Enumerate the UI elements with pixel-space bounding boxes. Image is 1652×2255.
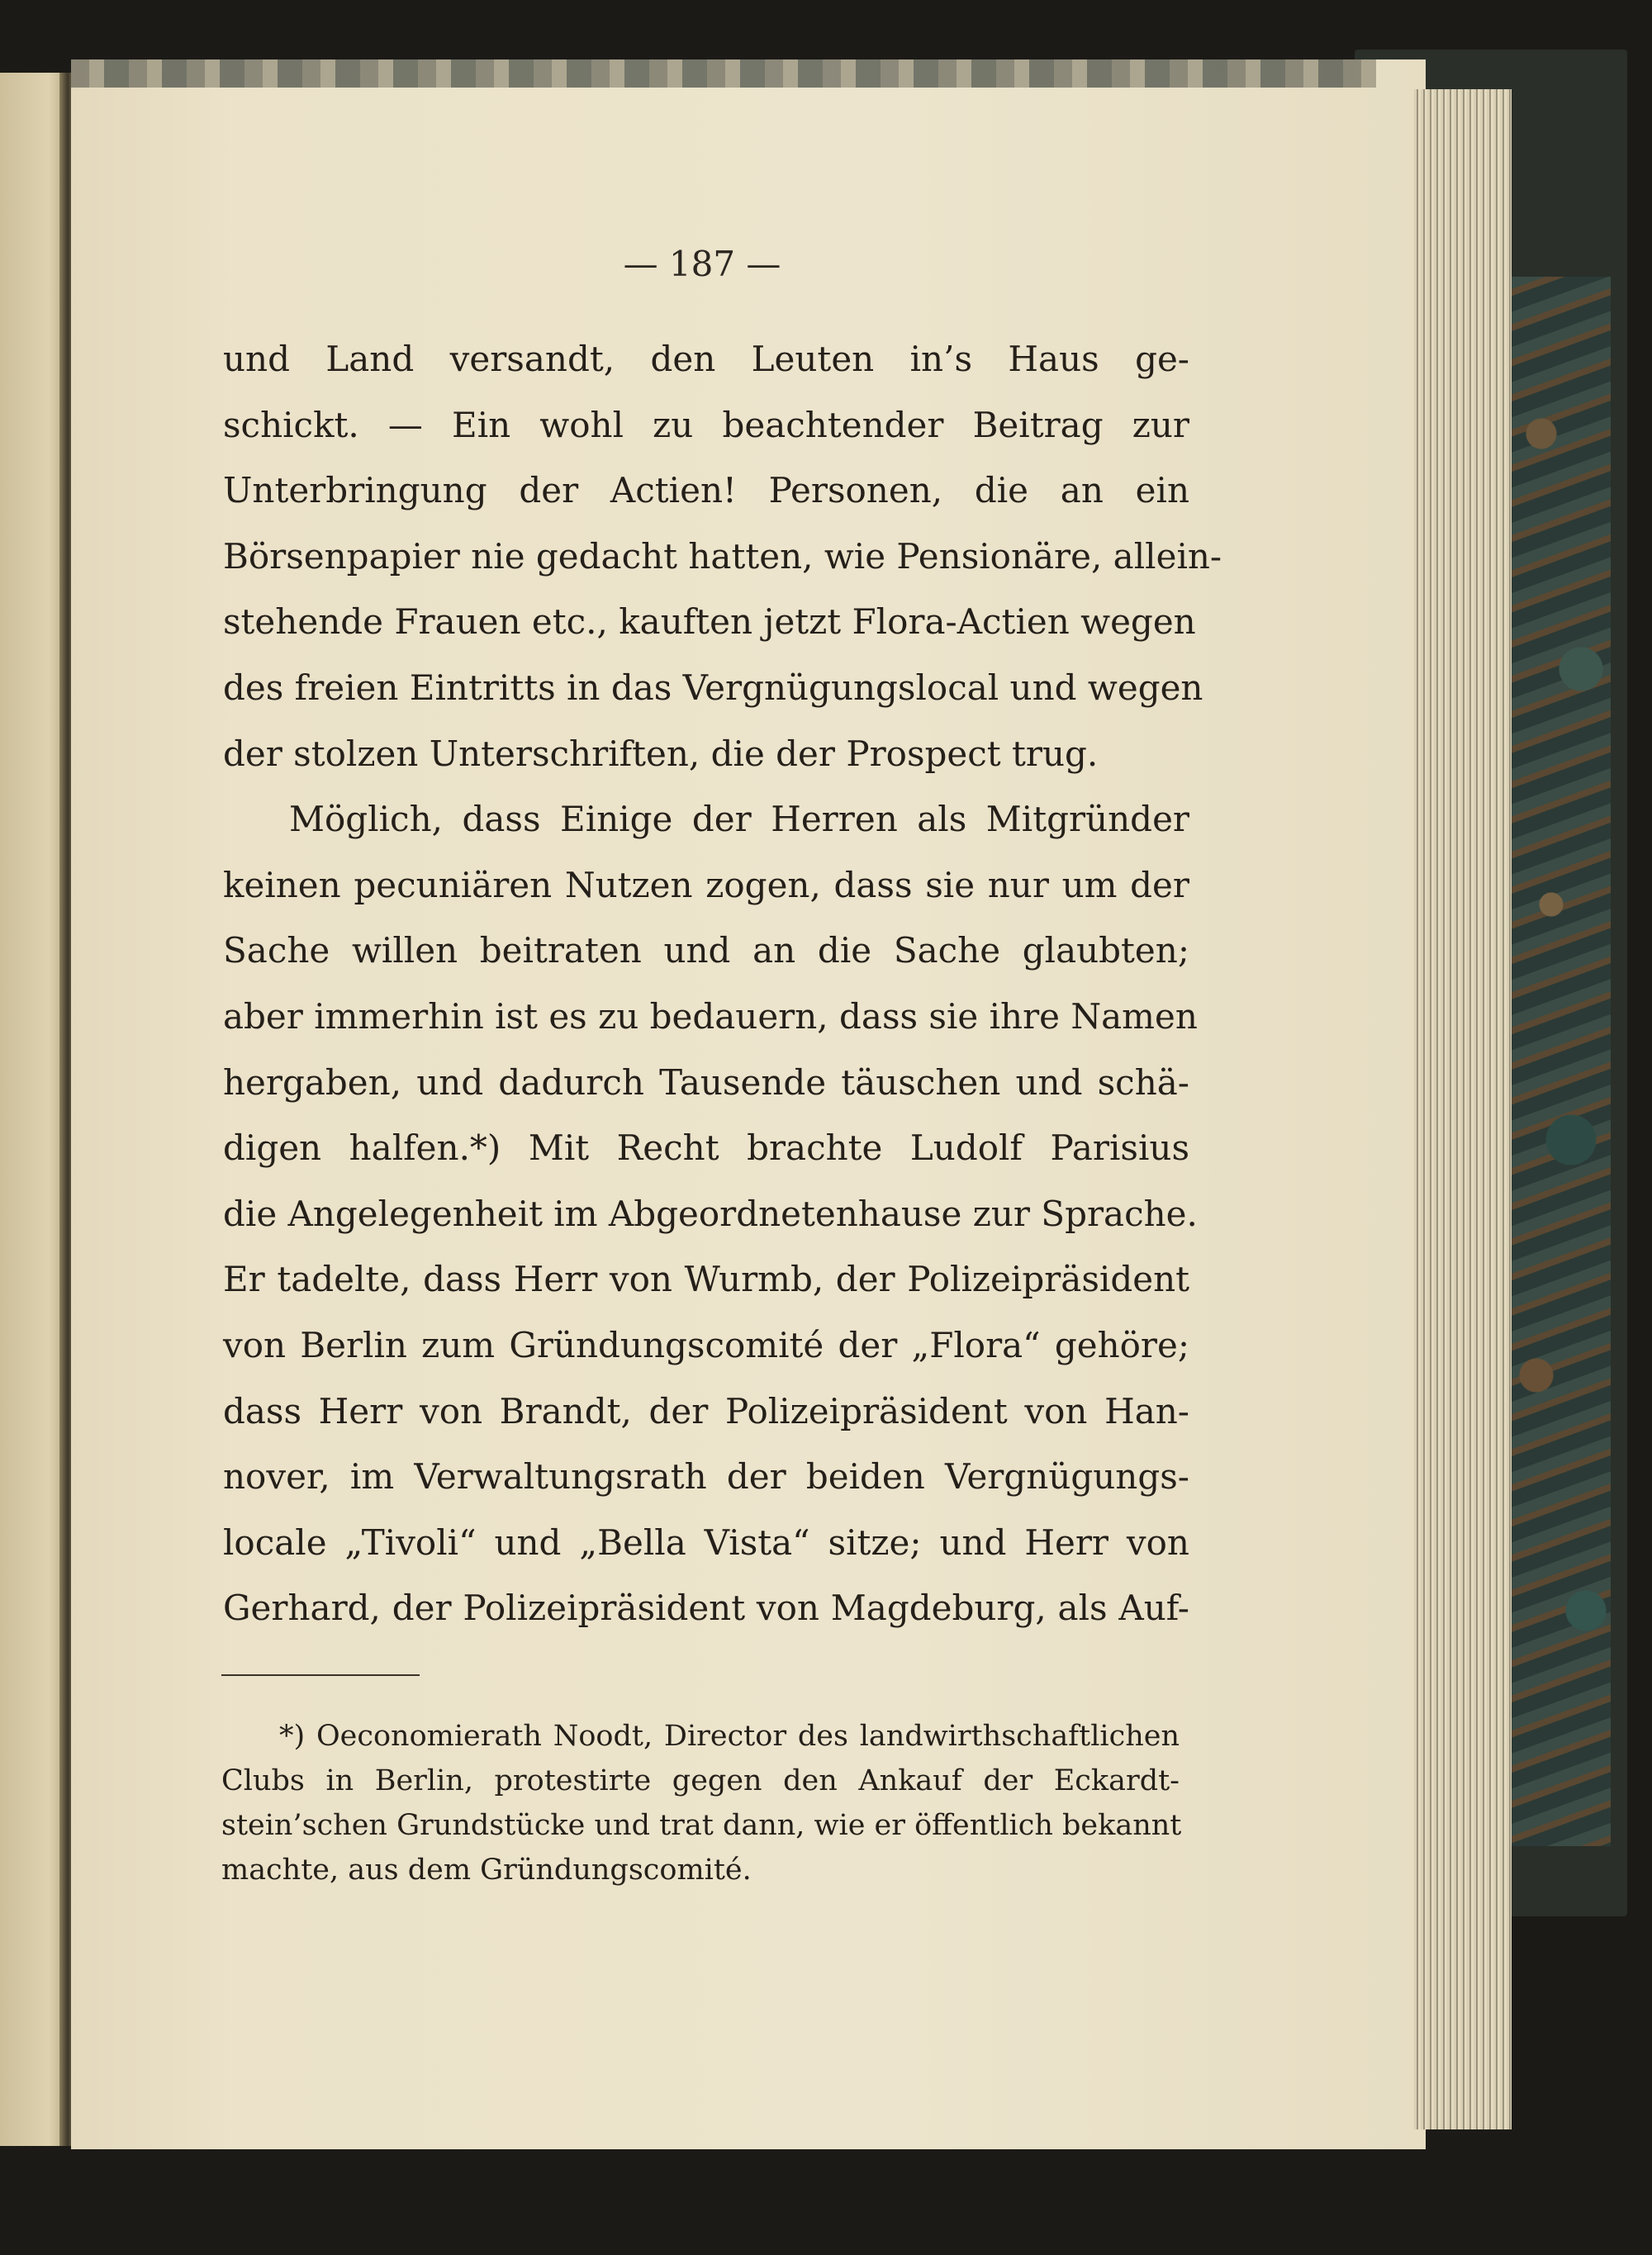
text-line: der stolzen Unterschriften, die der Prospect trug.	[223, 733, 1099, 774]
footnote	[221, 1714, 1180, 1892]
page-number: — 187 —	[623, 244, 781, 284]
body-text	[223, 326, 1222, 1641]
text-line: dass Herr von Brandt, der Polizeipräsident von Han-	[223, 1390, 1189, 1431]
text-line: digen halfen.*) Mit Recht brachte Ludolf Parisius	[223, 1128, 1189, 1169]
text-line: Unterbringung der Actien! Personen, die an ein	[223, 470, 1189, 511]
text-line: Gerhard, der Polizeipräsident von Magdeburg, als Auf-	[223, 1588, 1189, 1629]
text-line: von Berlin zum Gründungscomité der „Flora“ gehöre;	[223, 1324, 1189, 1365]
text-line: und Land versandt, den Leuten in’s Haus ge-	[223, 339, 1189, 379]
text-line: nover, im Verwaltungsrath der beiden Vergnügungs-	[223, 1456, 1189, 1498]
marbled-endpaper	[1512, 277, 1611, 1846]
text-line: Er tadelte, dass Herr von Wurmb, der Polizeipräsident	[223, 1259, 1189, 1300]
page-top-edge	[71, 59, 1376, 88]
text-line: Börsenpapier nie gedacht hatten, wie Pensionäre, allein-	[223, 535, 1222, 577]
footnote-line: *) Oeconomierath Noodt, Director des landwirthschaftlichen	[279, 1720, 1180, 1753]
text-line: aber immerhin ist es zu bedauern, dass sie ihre Namen	[223, 995, 1198, 1037]
footnote-line: machte, aus dem Gründungscomité.	[221, 1854, 752, 1887]
footnote-line: stein’schen Grundstücke und trat dann, wie er öffentlich bekannt	[221, 1809, 1182, 1842]
text-line: stehende Frauen etc., kauften jetzt Flora-Actien wegen	[223, 601, 1196, 643]
text-line: die Angelegenheit im Abgeordnetenhause zur Sprache.	[223, 1193, 1198, 1234]
text-line: locale „Tivoli“ und „Bella Vista“ sitze; und Herr von	[223, 1522, 1189, 1563]
text-line: Möglich, dass Einige der Herren als Mitgründer	[289, 799, 1189, 840]
text-line: keinen pecuniären Nutzen zogen, dass sie nur um der	[223, 864, 1189, 905]
page-edges	[1414, 89, 1512, 2129]
text-line: Sache willen beitraten und an die Sache glaubten;	[223, 930, 1189, 971]
text-line: des freien Eintritts in das Vergnügungslocal und wegen	[223, 667, 1203, 708]
text-line: hergaben, und dadurch Tausende täuschen und schä-	[223, 1061, 1189, 1103]
footnote-line: Clubs in Berlin, protestirte gegen den Ankauf der Eckardt-	[221, 1764, 1180, 1797]
text-line: schickt. — Ein wohl zu beachtender Beitrag zur	[223, 404, 1189, 445]
footnote-rule	[221, 1674, 420, 1676]
